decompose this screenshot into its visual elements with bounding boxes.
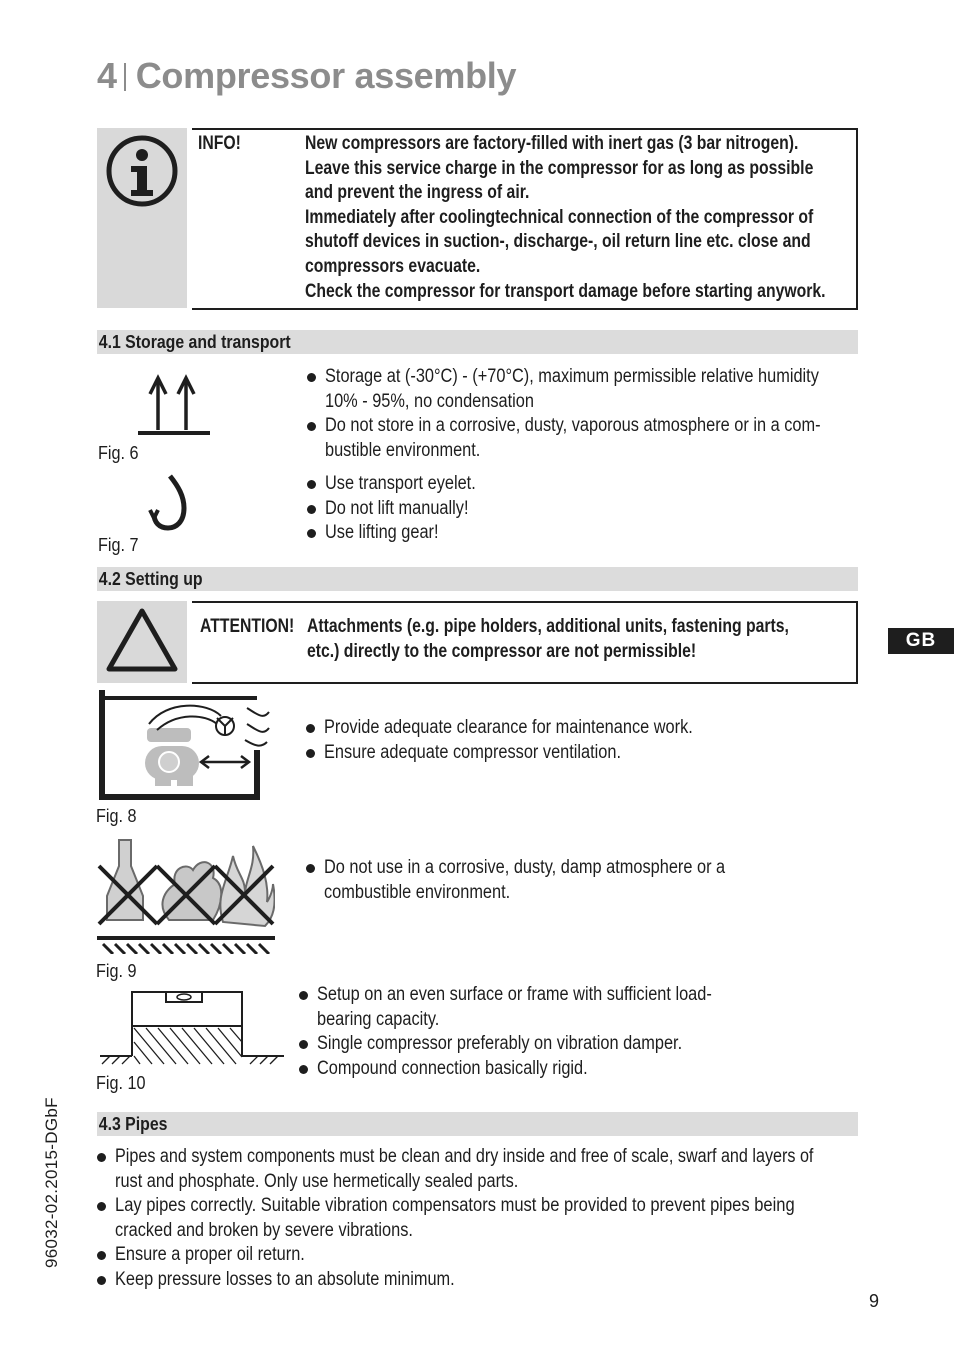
section-heading-4-3: 4.3 Pipes: [97, 1112, 858, 1136]
attention-line: etc.) directly to the compressor are not permissible!: [307, 640, 697, 662]
storage-list: [306, 365, 901, 463]
info-line: shutoff devices in suction-, discharge-, oil return line etc. close and: [305, 231, 811, 253]
fig-7-label: Fig. 7: [98, 535, 139, 555]
info-line: compressors evacuate.: [305, 255, 481, 277]
page-title: [97, 55, 516, 97]
fig-9-label: Fig. 9: [96, 961, 137, 981]
fig-8-label: Fig. 8: [96, 806, 137, 826]
list-item: Setup on an even surface or frame with sufficient load- bearing capacity.: [298, 983, 776, 1032]
list-item: Ensure a proper oil return.: [96, 1243, 937, 1268]
transport-list: [306, 472, 500, 546]
title-separator: [124, 63, 126, 91]
list-item: Compound connection basically rigid.: [298, 1057, 776, 1082]
fig-9-prohibited-environment-illustration: [97, 826, 275, 954]
attention-label: ATTENTION!: [200, 616, 295, 637]
side-tab-gb: GB: [888, 628, 954, 654]
info-line: Immediately after coolingtechnical connection of the compressor of: [305, 206, 814, 228]
fig-8-list: [305, 716, 753, 765]
list-item: Do not lift manually!: [306, 497, 500, 522]
fig-10-list: [298, 983, 776, 1081]
attention-line: Attachments (e.g. pipe holders, additional units, fastening parts,: [307, 616, 789, 637]
info-line: New compressors are factory-filled with inert gas (3 bar nitrogen).: [305, 133, 799, 154]
fig-6-label: Fig. 6: [98, 443, 139, 463]
pipes-list: [96, 1145, 937, 1293]
document-number: 96032-02.2015-DGbF: [42, 1097, 61, 1268]
list-item: Storage at (-30°C) - (+70°C), maximum permissible relative humidity 10% - 95%, no condensation: [306, 365, 901, 414]
list-item: Ensure adequate compressor ventilation.: [305, 741, 753, 766]
chapter-number: 4: [97, 55, 117, 96]
hook-icon: [146, 472, 196, 534]
info-label: INFO!: [198, 133, 241, 154]
info-icon: [97, 128, 187, 218]
section-heading-4-2: 4.2 Setting up: [97, 567, 858, 591]
attention-text: [307, 615, 888, 664]
list-item: Pipes and system components must be clean and dry inside and free of scale, swarf and layers of rust and phosphate. Only use hermetically sealed parts.: [96, 1145, 937, 1194]
list-item: Use transport eyelet.: [306, 472, 500, 497]
list-item: Single compressor preferably on vibration damper.: [298, 1032, 776, 1057]
fig-10-label: Fig. 10: [96, 1073, 146, 1093]
list-item: Use lifting gear!: [306, 521, 500, 546]
info-line: and prevent the ingress of air.: [305, 182, 530, 204]
fig-10-level-surface-illustration: [100, 988, 284, 1068]
chapter-title: Compressor assembly: [135, 55, 517, 96]
list-item: Provide adequate clearance for maintenance work.: [305, 716, 753, 741]
page-number: 9: [869, 1291, 880, 1311]
info-text: [305, 132, 932, 304]
info-icon-panel: [97, 128, 187, 308]
fig-9-list: [305, 856, 790, 905]
warning-triangle-icon: [97, 601, 187, 683]
this-way-up-icon: [136, 372, 212, 438]
info-line: Check the compressor for transport damage before starting anywork.: [305, 280, 826, 302]
list-item: Lay pipes correctly. Suitable vibration compensators must be provided to prevent pipes being cracked and broken by severe vibrations.: [96, 1194, 937, 1243]
section-heading-4-1: 4.1 Storage and transport: [97, 330, 858, 354]
warning-icon-panel: [97, 601, 187, 683]
fig-8-clearance-illustration: [97, 690, 275, 802]
list-item: Do not use in a corrosive, dusty, damp atmosphere or a combustible environment.: [305, 856, 790, 905]
info-line: Leave this service charge in the compressor for as long as possible: [305, 157, 814, 179]
list-item: Do not store in a corrosive, dusty, vaporous atmosphere or in a com- bustible environment.: [306, 414, 901, 463]
list-item: Keep pressure losses to an absolute minimum.: [96, 1268, 937, 1293]
